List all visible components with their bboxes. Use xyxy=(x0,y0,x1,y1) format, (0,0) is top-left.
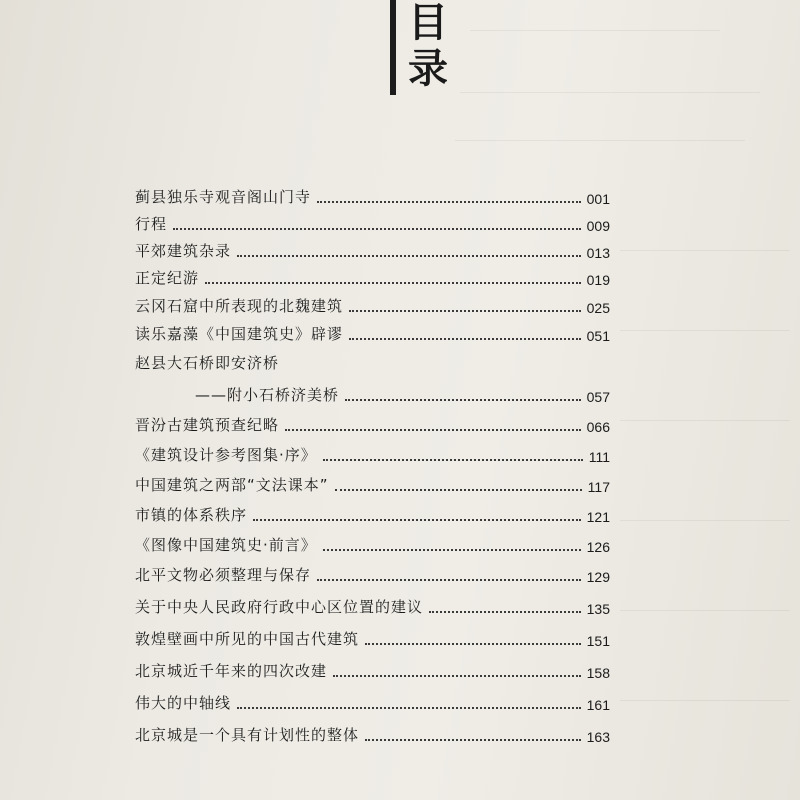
dot-leader xyxy=(173,228,581,230)
toc-entry[interactable] xyxy=(135,495,610,525)
dot-leader xyxy=(237,255,581,257)
toc-entry[interactable] xyxy=(135,344,610,373)
dot-leader xyxy=(365,643,581,645)
toc-entry-title: ——附小石桥济美桥 xyxy=(195,386,340,404)
toc-entry-page: 111 xyxy=(588,449,610,465)
toc-entry-title: 敦煌壁画中所见的中国古代建筑 xyxy=(135,630,360,648)
toc-heading xyxy=(403,0,453,92)
toc-entry-page: 129 xyxy=(586,569,610,585)
dot-leader xyxy=(349,338,581,340)
title-accent-bar xyxy=(390,0,396,95)
toc-entry-page: 158 xyxy=(586,665,610,681)
toc-entry[interactable] xyxy=(135,435,610,465)
toc-entry-title: 《图像中国建筑史·前言》 xyxy=(135,536,317,554)
toc-entry[interactable] xyxy=(135,261,610,288)
dot-leader xyxy=(333,675,581,677)
toc-entry-page: 066 xyxy=(586,419,610,435)
toc-entry-page: 051 xyxy=(586,328,610,344)
dot-leader xyxy=(285,429,581,431)
toc-heading-char: 目 xyxy=(408,0,448,46)
toc-entry-page: 151 xyxy=(586,633,610,649)
toc-entry-page: 057 xyxy=(586,389,610,405)
toc-entry-title: 蓟县独乐寺观音阁山门寺 xyxy=(135,188,312,206)
toc-entry-page: 013 xyxy=(586,245,610,261)
toc-entry-title: 北京城近千年来的四次改建 xyxy=(135,662,328,680)
toc-entry[interactable] xyxy=(135,207,610,234)
toc-entry[interactable] xyxy=(135,713,610,745)
toc-entry-title: 云冈石窟中所表现的北魏建筑 xyxy=(135,297,344,315)
dot-leader xyxy=(349,310,581,312)
toc-entry[interactable] xyxy=(135,681,610,713)
dot-leader xyxy=(345,399,581,401)
toc-entry[interactable] xyxy=(135,405,610,435)
toc-entry-page: 117 xyxy=(587,479,610,495)
toc-entry-title: 赵县大石桥即安济桥 xyxy=(135,354,280,372)
toc-entry-page: 025 xyxy=(586,300,610,316)
toc-heading-char: 录 xyxy=(408,46,448,92)
toc-entry-title: 伟大的中轴线 xyxy=(135,694,232,712)
toc-entry-title: 行程 xyxy=(135,215,168,233)
toc-entry-title: 北平文物必须整理与保存 xyxy=(135,566,312,584)
toc-entry[interactable] xyxy=(135,585,610,617)
toc-entry[interactable] xyxy=(135,465,610,495)
toc-entry[interactable] xyxy=(135,617,610,649)
toc-entry-page: 161 xyxy=(586,697,610,713)
toc-entry[interactable] xyxy=(135,649,610,681)
toc-entry-title: 北京城是一个具有计划性的整体 xyxy=(135,726,360,744)
toc-entry[interactable] xyxy=(135,316,610,344)
toc-entry-title: 中国建筑之两部“文法课本” xyxy=(135,476,329,494)
toc-entry[interactable] xyxy=(135,234,610,261)
toc-entry-page: 019 xyxy=(586,272,610,288)
dot-leader xyxy=(237,707,581,709)
dot-leader xyxy=(429,611,581,613)
dot-leader xyxy=(323,459,583,461)
dot-leader xyxy=(335,489,582,491)
dot-leader xyxy=(317,201,581,203)
toc-entry-page: 001 xyxy=(586,191,610,207)
toc-entry-page: 135 xyxy=(586,601,610,617)
toc-entry[interactable] xyxy=(135,288,610,316)
dot-leader xyxy=(365,739,581,741)
dot-leader xyxy=(253,519,581,521)
toc-entry-title: 读乐嘉藻《中国建筑史》辟谬 xyxy=(135,325,344,343)
toc-entry-page: 121 xyxy=(586,509,610,525)
toc-entry-subtitle[interactable] xyxy=(135,373,610,405)
toc-entry-page: 009 xyxy=(586,218,610,234)
toc-entry-title: 正定纪游 xyxy=(135,269,200,287)
dot-leader xyxy=(205,282,581,284)
toc-entry[interactable] xyxy=(135,525,610,555)
toc-entry-title: 平郊建筑杂录 xyxy=(135,242,232,260)
toc-entry-page: 163 xyxy=(586,729,610,745)
toc-entry-title: 市镇的体系秩序 xyxy=(135,506,248,524)
toc-entry-title: 关于中央人民政府行政中心区位置的建议 xyxy=(135,598,424,616)
table-of-contents xyxy=(135,180,610,745)
dot-leader xyxy=(317,579,581,581)
toc-entry-title: 晋汾古建筑预查纪略 xyxy=(135,416,280,434)
toc-entry[interactable] xyxy=(135,555,610,585)
toc-entry[interactable] xyxy=(135,180,610,207)
toc-entry-page: 126 xyxy=(586,539,610,555)
dot-leader xyxy=(323,549,581,551)
toc-entry-title: 《建筑设计参考图集·序》 xyxy=(135,446,317,464)
